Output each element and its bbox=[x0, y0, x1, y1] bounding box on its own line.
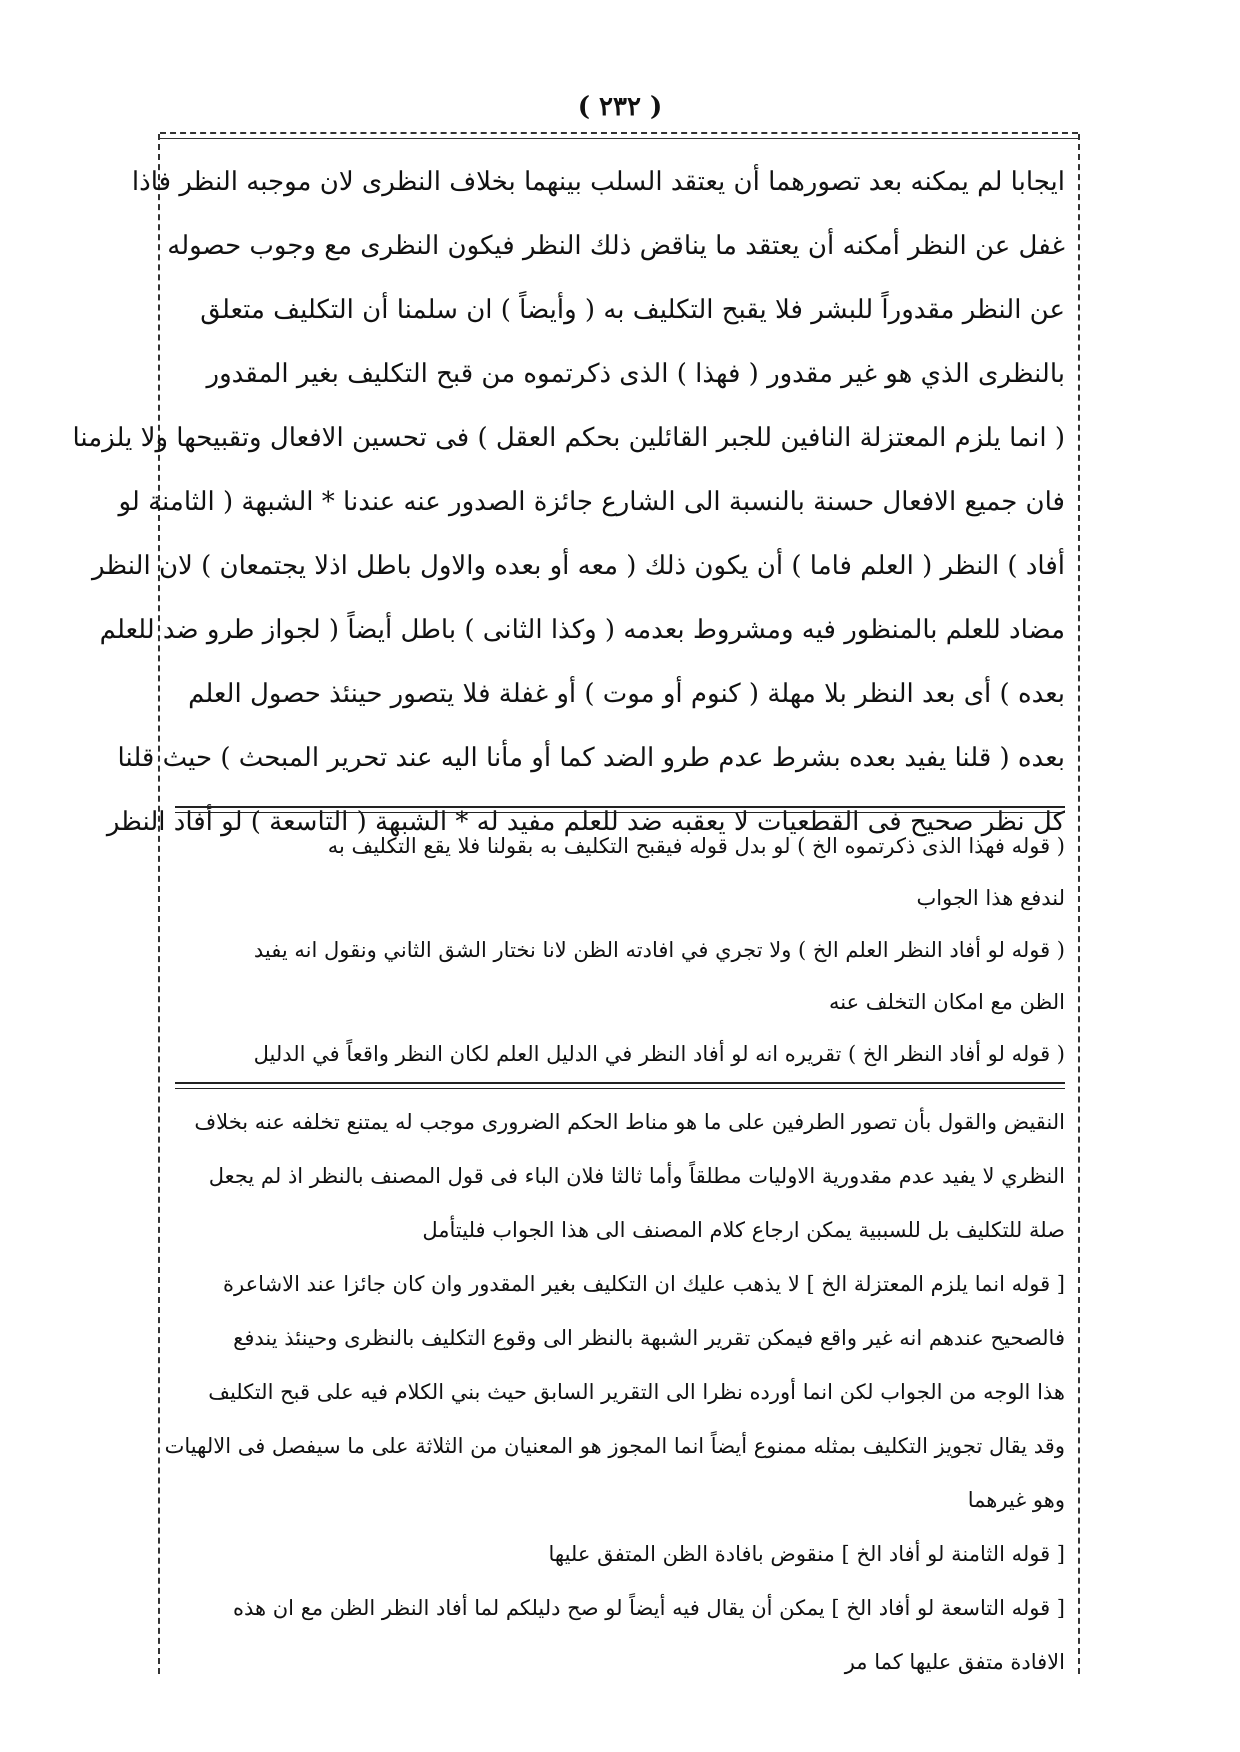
section-divider bbox=[175, 812, 1065, 813]
note-line: ( قوله فهذا الذى ذكرتموه الخ ) لو بدل قوله فيقبح التكليف به بقولنا فلا يقع التكليف به bbox=[327, 834, 1065, 858]
frame-top-border bbox=[160, 132, 1078, 134]
gloss-line: [ قوله التاسعة لو أفاد الخ ] يمكن أن يقال فيه أيضاً لو صح دليلكم لما أفاد النظر الظن مع ان هذه bbox=[232, 1596, 1065, 1620]
marginal-glosses bbox=[164, 1095, 1065, 1689]
gloss-line: وهو غيرهما bbox=[967, 1488, 1065, 1512]
main-line: كل نظر صحيح فى القطعيات لا يعقبه ضد للعلم مفيد له * الشبهة ( التاسعة ) لو أفاد النظر bbox=[106, 807, 1065, 837]
gloss-line: فالصحيح عندهم انه غير واقع فيمكن تقرير الشبهة بالنظر الى وقوع التكليف بالنظرى وحينئذ يندفع bbox=[233, 1326, 1065, 1350]
gloss-line: [ قوله الثامنة لو أفاد الخ ] منقوض بافادة الظن المتفق عليها bbox=[548, 1542, 1065, 1566]
note-line: الظن مع امكان التخلف عنه bbox=[828, 990, 1065, 1014]
note-line: لندفع هذا الجواب bbox=[916, 886, 1065, 910]
commentary-notes bbox=[175, 820, 1065, 1080]
frame-top-rule bbox=[160, 138, 1078, 139]
frame-right-border bbox=[1078, 134, 1080, 1674]
main-line: فان جميع الافعال حسنة بالنسبة الى الشارع جائزة الصدور عنه عندنا * الشبهة ( الثامنة لو bbox=[118, 487, 1065, 517]
note-line: ( قوله لو أفاد النظر الخ ) تقريره انه لو أفاد النظر في الدليل العلم لكان النظر واقعاً في الدليل bbox=[253, 1042, 1065, 1066]
section-divider bbox=[175, 1082, 1065, 1084]
main-line: بعده ) أى بعد النظر بلا مهلة ( كنوم أو موت ) أو غفلة فلا يتصور حينئذ حصول العلم bbox=[188, 679, 1065, 709]
gloss-line: [ قوله انما يلزم المعتزلة الخ ] لا يذهب عليك ان التكليف بغير المقدور وان كان جائزا عند الاشاعرة bbox=[223, 1272, 1065, 1296]
gloss-line: الافادة متفق عليها كما مر bbox=[844, 1650, 1065, 1674]
gloss-line: هذا الوجه من الجواب لكن انما أورده نظرا الى التقرير السابق حيث بني الكلام فيه على قبح التكليف bbox=[208, 1380, 1065, 1404]
note-line: ( قوله لو أفاد النظر العلم الخ ) ولا تجري في افادته الظن لانا نختار الشق الثاني ونقول انه يفيد bbox=[253, 938, 1065, 962]
main-line: بعده ( قلنا يفيد بعده بشرط عدم طرو الضد كما أو مأنا اليه عند تحرير المبحث ) حيث قلنا bbox=[117, 743, 1065, 773]
gloss-line: صلة للتكليف بل للسببية يمكن ارجاع كلام المصنف الى هذا الجواب فليتأمل bbox=[422, 1218, 1065, 1242]
section-divider bbox=[175, 1088, 1065, 1089]
page-number: ( ٢٣٢ ) bbox=[577, 92, 663, 122]
gloss-line: النظري لا يفيد عدم مقدورية الاوليات مطلقاً وأما ثالثا فلان الباء فى قول المصنف بالنظر اذ لم يجعل bbox=[208, 1164, 1065, 1188]
frame-left-border bbox=[158, 134, 160, 1674]
main-text bbox=[72, 150, 1065, 854]
gloss-line: وقد يقال تجويز التكليف بمثله ممنوع أيضاً انما المجوز هو المعنيان من الثلاثة على ما سيفصل فى الالهيات bbox=[164, 1434, 1065, 1458]
main-line: عن النظر مقدوراً للبشر فلا يقبح التكليف به ( وأيضاً ) ان سلمنا أن التكليف متعلق bbox=[200, 295, 1065, 325]
main-line: غفل عن النظر أمكنه أن يعتقد ما يناقض ذلك النظر فيكون النظرى مع وجوب حصوله bbox=[167, 231, 1065, 261]
main-line: ( انما يلزم المعتزلة النافين للجبر القائلين بحكم العقل ) فى تحسين الافعال وتقبيحها ولا يلزمنا bbox=[72, 423, 1065, 453]
main-line: أفاد ) النظر ( العلم فاما ) أن يكون ذلك ( معه أو بعده والاول باطل اذلا يجتمعان ) لان النظر bbox=[92, 551, 1065, 581]
section-divider bbox=[175, 806, 1065, 808]
main-line: بالنظرى الذي هو غير مقدور ( فهذا ) الذى ذكرتموه من قبح التكليف بغير المقدور bbox=[206, 359, 1065, 389]
main-line: مضاد للعلم بالمنظور فيه ومشروط بعدمه ( وكذا الثانى ) باطل أيضاً ( لجواز طرو ضد للعلم bbox=[99, 615, 1065, 645]
gloss-line: النقيض والقول بأن تصور الطرفين على ما هو مناط الحكم الضرورى موجب له يمتنع تخلفه عنه بخلاف bbox=[194, 1110, 1065, 1134]
main-line: ايجابا لم يمكنه بعد تصورهما أن يعتقد السلب بينهما بخلاف النظرى لان موجبه النظر فاذا bbox=[131, 167, 1065, 197]
